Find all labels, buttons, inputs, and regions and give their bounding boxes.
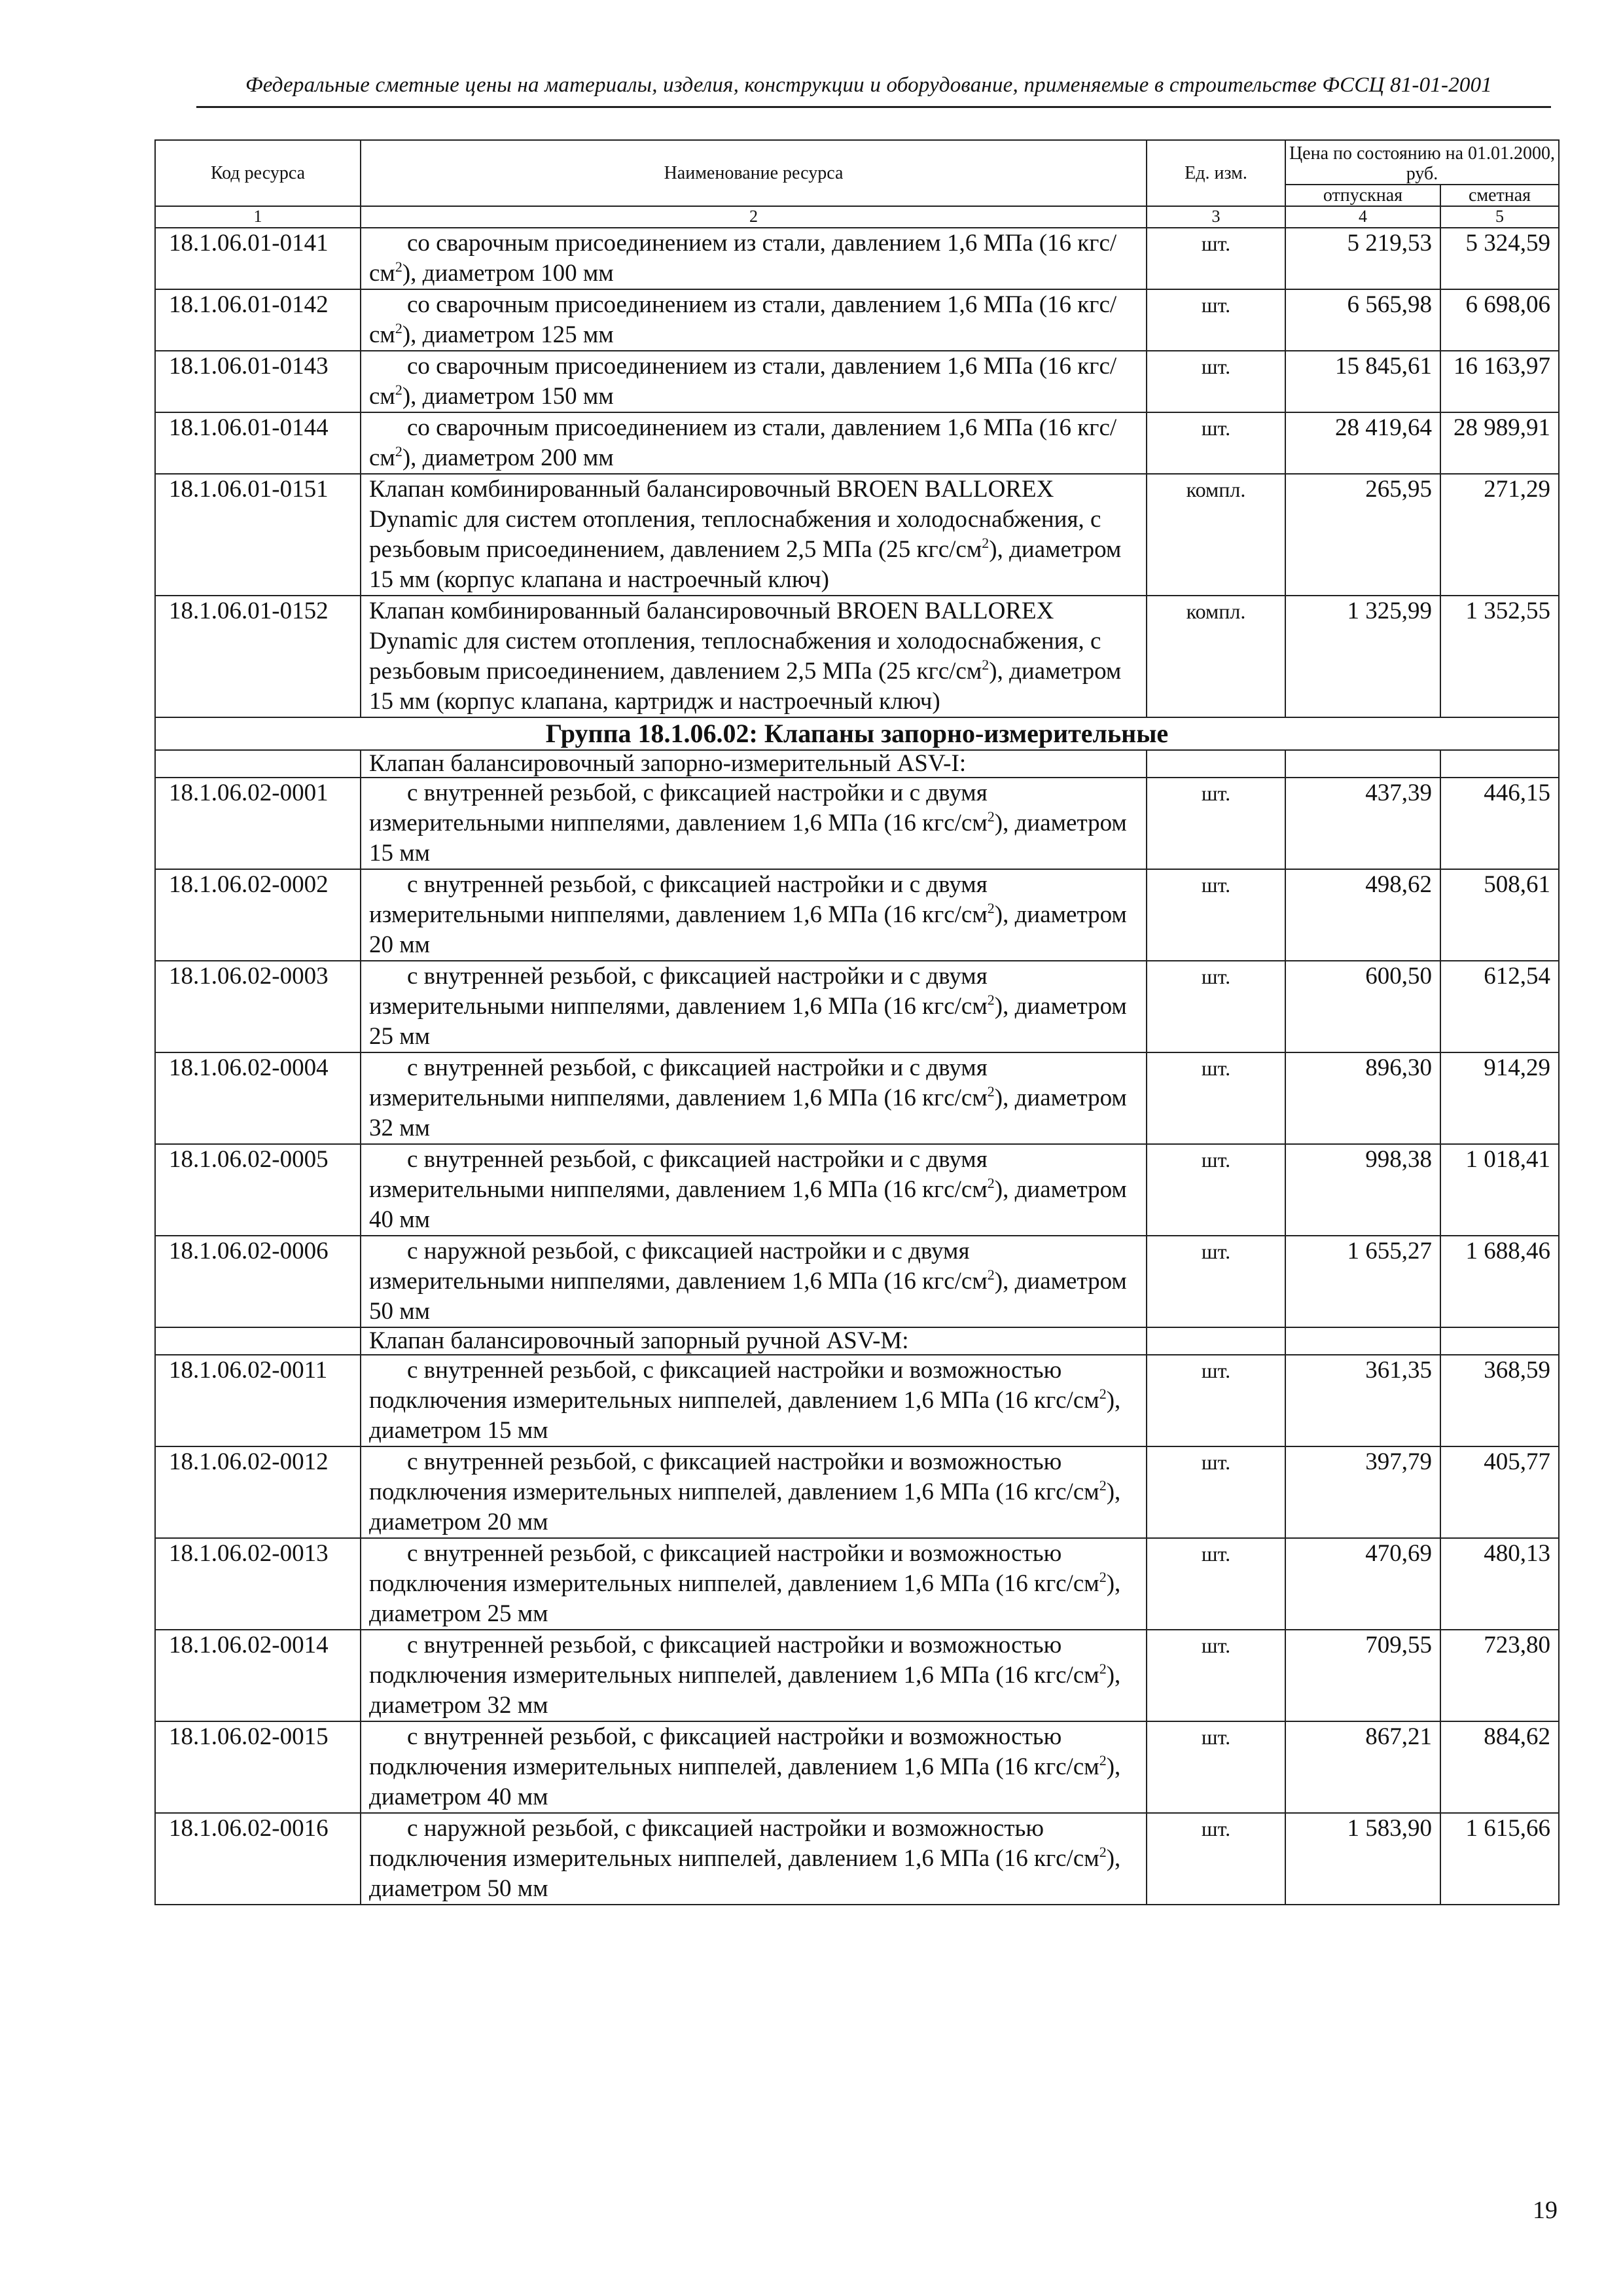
table-row xyxy=(155,1052,1559,1144)
price-estimate: 6 698,06 xyxy=(1440,289,1559,351)
unit: шт. xyxy=(1147,778,1285,869)
unit: шт. xyxy=(1147,1813,1285,1905)
resource-name: Клапан комбинированный балансировочный BROEN BALLOREX Dynamic для систем отопления, теплоснабжения и холодоснабжения, с резьбовым присоединением, давлением 2,5 МПа (25 кгс/$см^2$), диаметром 15 мм (корпус клапана и настроечный ключ) xyxy=(361,474,1147,596)
price-release: 265,95 xyxy=(1285,474,1440,596)
price-release: 896,30 xyxy=(1285,1052,1440,1144)
unit: компл. xyxy=(1147,596,1285,717)
price-estimate: 480,13 xyxy=(1440,1538,1559,1630)
price-release: 470,69 xyxy=(1285,1538,1440,1630)
header-name: Наименование ресурса xyxy=(361,140,1147,206)
table-row xyxy=(155,1721,1559,1813)
resource-name: с внутренней резьбой, с фиксацией настройки и с двумя измерительными ниппелями, давлением 1,6 МПа (16 кгс/$см^2$), диаметром 20 мм xyxy=(361,869,1147,961)
resource-code: 18.1.06.02-0013 xyxy=(155,1538,361,1630)
resource-name: Клапан комбинированный балансировочный BROEN BALLOREX Dynamic для систем отопления, теплоснабжения и холодоснабжения, с резьбовым присоединением, давлением 2,5 МПа (25 кгс/$см^2$), диаметром 15 мм (корпус клапана, картридж и настроечный ключ) xyxy=(361,596,1147,717)
rows-group-b xyxy=(155,778,1559,1327)
unit: шт. xyxy=(1147,1052,1285,1144)
table-body xyxy=(155,206,1559,228)
column-number-row xyxy=(155,206,1559,228)
resource-code: 18.1.06.02-0015 xyxy=(155,1721,361,1813)
column-number: 1 xyxy=(155,206,361,228)
subheading-row xyxy=(155,750,1559,778)
resource-name: с внутренней резьбой, с фиксацией настройки и с двумя измерительными ниппелями, давлением 1,6 МПа (16 кгс/$см^2$), диаметром 25 мм xyxy=(361,961,1147,1052)
resource-name: со сварочным присоединением из стали, давлением 1,6 МПа (16 кгс/$см^2$), диаметром 125 мм xyxy=(361,289,1147,351)
resource-name: с внутренней резьбой, с фиксацией настройки и возможностью подключения измерительных ниппелей, давлением 1,6 МПа (16 кгс/$см^2$), диаметром 32 мм xyxy=(361,1630,1147,1721)
resource-code: 18.1.06.02-0014 xyxy=(155,1630,361,1721)
price-estimate: 405,77 xyxy=(1440,1446,1559,1538)
resource-code: 18.1.06.02-0016 xyxy=(155,1813,361,1905)
header-code: Код ресурса xyxy=(155,140,361,206)
table-row xyxy=(155,289,1559,351)
price-estimate: 508,61 xyxy=(1440,869,1559,961)
price-estimate: 1 615,66 xyxy=(1440,1813,1559,1905)
page-number: 19 xyxy=(1533,2197,1558,2224)
price-estimate: 1 352,55 xyxy=(1440,596,1559,717)
resource-code: 18.1.06.02-0002 xyxy=(155,869,361,961)
rows-group-a xyxy=(155,228,1559,717)
price-release: 437,39 xyxy=(1285,778,1440,869)
table-row xyxy=(155,1236,1559,1327)
resource-code: 18.1.06.02-0011 xyxy=(155,1355,361,1446)
resource-code: 18.1.06.01-0152 xyxy=(155,596,361,717)
header-unit: Ед. изм. xyxy=(1147,140,1285,206)
resource-code: 18.1.06.02-0003 xyxy=(155,961,361,1052)
table-row xyxy=(155,351,1559,412)
table-row xyxy=(155,228,1559,289)
unit: шт. xyxy=(1147,351,1285,412)
header-price-group: Цена по состоянию на 01.01.2000, руб. xyxy=(1285,140,1559,185)
price-release: 6 565,98 xyxy=(1285,289,1440,351)
table-row xyxy=(155,778,1559,869)
table-row xyxy=(155,596,1559,717)
price-estimate: 28 989,91 xyxy=(1440,412,1559,474)
price-estimate: 884,62 xyxy=(1440,1721,1559,1813)
price-release: 1 655,27 xyxy=(1285,1236,1440,1327)
unit: шт. xyxy=(1147,1446,1285,1538)
price-release: 5 219,53 xyxy=(1285,228,1440,289)
unit: шт. xyxy=(1147,228,1285,289)
unit: шт. xyxy=(1147,961,1285,1052)
resource-name: с внутренней резьбой, с фиксацией настройки и с двумя измерительными ниппелями, давлением 1,6 МПа (16 кгс/$см^2$), диаметром 40 мм xyxy=(361,1144,1147,1236)
resource-code: 18.1.06.02-0005 xyxy=(155,1144,361,1236)
price-release: 600,50 xyxy=(1285,961,1440,1052)
group-section xyxy=(155,717,1559,778)
resource-code: 18.1.06.02-0006 xyxy=(155,1236,361,1327)
table-row xyxy=(155,1813,1559,1905)
resource-code: 18.1.06.02-0012 xyxy=(155,1446,361,1538)
group-title-row xyxy=(155,717,1559,750)
header-price-release: отпускная xyxy=(1285,185,1440,206)
unit: шт. xyxy=(1147,1236,1285,1327)
header-price-estimate: сметная xyxy=(1440,185,1559,206)
unit: шт. xyxy=(1147,1355,1285,1446)
unit: шт. xyxy=(1147,869,1285,961)
resource-code: 18.1.06.01-0141 xyxy=(155,228,361,289)
table-row xyxy=(155,412,1559,474)
resource-name: с внутренней резьбой, с фиксацией настройки и возможностью подключения измерительных ниппелей, давлением 1,6 МПа (16 кгс/$см^2$), диаметром 25 мм xyxy=(361,1538,1147,1630)
price-estimate: 914,29 xyxy=(1440,1052,1559,1144)
table-row xyxy=(155,1630,1559,1721)
resource-name: с внутренней резьбой, с фиксацией настройки и с двумя измерительными ниппелями, давлением 1,6 МПа (16 кгс/$см^2$), диаметром 15 мм xyxy=(361,778,1147,869)
resource-name: со сварочным присоединением из стали, давлением 1,6 МПа (16 кгс/$см^2$), диаметром 150 мм xyxy=(361,351,1147,412)
price-release: 998,38 xyxy=(1285,1144,1440,1236)
price-release: 28 419,64 xyxy=(1285,412,1440,474)
table-row xyxy=(155,961,1559,1052)
price-estimate: 446,15 xyxy=(1440,778,1559,869)
subheading-row xyxy=(155,1327,1559,1355)
resource-name: с внутренней резьбой, с фиксацией настройки и возможностью подключения измерительных ниппелей, давлением 1,6 МПа (16 кгс/$см^2$), диаметром 40 мм xyxy=(361,1721,1147,1813)
unit: шт. xyxy=(1147,1144,1285,1236)
price-estimate: 723,80 xyxy=(1440,1630,1559,1721)
resource-name: с наружной резьбой, с фиксацией настройки и с двумя измерительными ниппелями, давлением 1,6 МПа (16 кгс/$см^2$), диаметром 50 мм xyxy=(361,1236,1147,1327)
unit: шт. xyxy=(1147,1538,1285,1630)
unit: шт. xyxy=(1147,412,1285,474)
rows-group-c xyxy=(155,1355,1559,1905)
page-header: Федеральные сметные цены на материалы, изделия, конструкции и оборудование, применяемые в строительстве ФССЦ 81-01-2001 xyxy=(245,73,1493,97)
price-release: 361,35 xyxy=(1285,1355,1440,1446)
table-row xyxy=(155,869,1559,961)
unit: шт. xyxy=(1147,1630,1285,1721)
resource-code: 18.1.06.01-0142 xyxy=(155,289,361,351)
price-release: 709,55 xyxy=(1285,1630,1440,1721)
price-estimate: 368,59 xyxy=(1440,1355,1559,1446)
resource-code: 18.1.06.01-0143 xyxy=(155,351,361,412)
resource-code: 18.1.06.02-0001 xyxy=(155,778,361,869)
resource-name: с наружной резьбой, с фиксацией настройки и возможностью подключения измерительных ниппелей, давлением 1,6 МПа (16 кгс/$см^2$), диаметром 50 мм xyxy=(361,1813,1147,1905)
subheading-asv-i: Клапан балансировочный запорно-измерительный ASV-I: xyxy=(361,750,1147,778)
column-number: 3 xyxy=(1147,206,1285,228)
price-estimate: 271,29 xyxy=(1440,474,1559,596)
price-table xyxy=(154,139,1560,1905)
table-row xyxy=(155,1355,1559,1446)
price-release: 1 583,90 xyxy=(1285,1813,1440,1905)
table-row xyxy=(155,1446,1559,1538)
resource-name: со сварочным присоединением из стали, давлением 1,6 МПа (16 кгс/$см^2$), диаметром 100 мм xyxy=(361,228,1147,289)
price-release: 1 325,99 xyxy=(1285,596,1440,717)
resource-code: 18.1.06.01-0144 xyxy=(155,412,361,474)
resource-name: с внутренней резьбой, с фиксацией настройки и возможностью подключения измерительных ниппелей, давлением 1,6 МПа (16 кгс/$см^2$), диаметром 20 мм xyxy=(361,1446,1147,1538)
column-number: 5 xyxy=(1440,206,1559,228)
table-row xyxy=(155,1538,1559,1630)
resource-name: со сварочным присоединением из стали, давлением 1,6 МПа (16 кгс/$см^2$), диаметром 200 мм xyxy=(361,412,1147,474)
price-release: 397,79 xyxy=(1285,1446,1440,1538)
price-estimate: 1 688,46 xyxy=(1440,1236,1559,1327)
resource-code: 18.1.06.01-0151 xyxy=(155,474,361,596)
price-estimate: 5 324,59 xyxy=(1440,228,1559,289)
price-estimate: 612,54 xyxy=(1440,961,1559,1052)
header-rule xyxy=(196,106,1551,108)
price-release: 498,62 xyxy=(1285,869,1440,961)
resource-code: 18.1.06.02-0004 xyxy=(155,1052,361,1144)
unit: компл. xyxy=(1147,474,1285,596)
table-header xyxy=(155,140,1559,206)
price-release: 867,21 xyxy=(1285,1721,1440,1813)
column-number: 4 xyxy=(1285,206,1440,228)
unit: шт. xyxy=(1147,289,1285,351)
price-estimate: 1 018,41 xyxy=(1440,1144,1559,1236)
column-number: 2 xyxy=(361,206,1147,228)
price-estimate: 16 163,97 xyxy=(1440,351,1559,412)
resource-name: с внутренней резьбой, с фиксацией настройки и с двумя измерительными ниппелями, давлением 1,6 МПа (16 кгс/$см^2$), диаметром 32 мм xyxy=(361,1052,1147,1144)
price-release: 15 845,61 xyxy=(1285,351,1440,412)
unit: шт. xyxy=(1147,1721,1285,1813)
subheading-section xyxy=(155,1327,1559,1355)
group-title: Группа 18.1.06.02: Клапаны запорно-измерительные xyxy=(155,717,1559,750)
table-row xyxy=(155,1144,1559,1236)
table-row xyxy=(155,474,1559,596)
subheading-asv-m: Клапан балансировочный запорный ручной ASV-M: xyxy=(361,1327,1147,1355)
resource-name: с внутренней резьбой, с фиксацией настройки и возможностью подключения измерительных ниппелей, давлением 1,6 МПа (16 кгс/$см^2$), диаметром 15 мм xyxy=(361,1355,1147,1446)
